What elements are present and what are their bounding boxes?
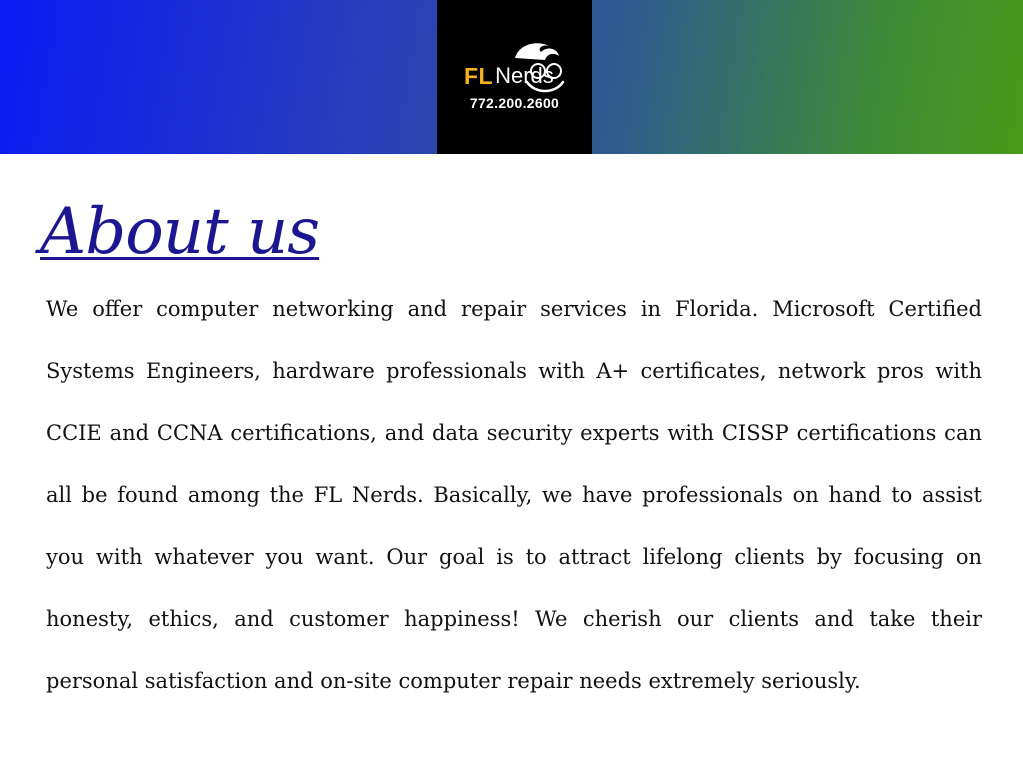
logo-brand-prefix: FL bbox=[464, 63, 494, 89]
header-banner bbox=[0, 0, 1023, 154]
phone-number[interactable]: 772.200.2600 bbox=[469, 95, 560, 111]
page-title: About us bbox=[40, 195, 320, 269]
fl-nerds-logo bbox=[437, 0, 592, 154]
about-paragraph: We offer computer networking and repair services in Florida. Microsoft Certified Systems Engineers, hardware professionals with A+ certificates, network pros with CCIE and CCNA certifications, and data security experts with CISSP certifications can all be found among the FL Nerds. Basically, we have professionals on hand to assist you with whatever you want. Our goal is to attract lifelong clients by focusing on honesty, ethics, and customer happiness! We cherish our clients and take their personal satisfaction and on-site computer repair needs extremely seriously. bbox=[46, 297, 982, 693]
logo-wordmark bbox=[464, 54, 554, 88]
logo-brand-name: Nerds bbox=[495, 63, 554, 88]
